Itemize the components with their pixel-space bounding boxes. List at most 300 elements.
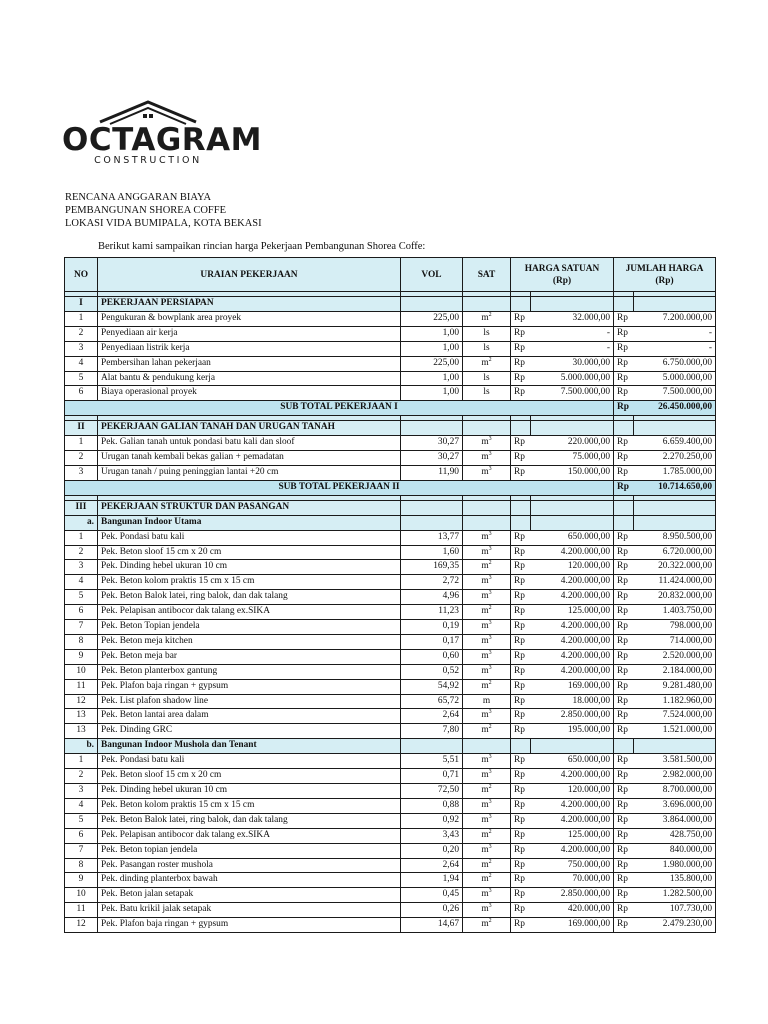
item-volume: 2,72 xyxy=(401,575,463,590)
item-number: 13 xyxy=(65,709,98,724)
item-volume: 0,92 xyxy=(401,813,463,828)
item-volume: 169,35 xyxy=(401,560,463,575)
item-unit-price: 120.000,00 xyxy=(531,784,614,799)
unit-text: m xyxy=(481,799,489,810)
table-row xyxy=(65,828,716,843)
item-unit-price: 650.000,00 xyxy=(531,530,614,545)
table-row xyxy=(65,605,716,620)
item-number: 3 xyxy=(65,560,98,575)
item-unit-price: 169.000,00 xyxy=(531,679,614,694)
unit-text: m xyxy=(481,576,489,587)
unit-text: m xyxy=(482,695,491,706)
table-row xyxy=(65,858,716,873)
currency-symbol: Rp xyxy=(614,649,634,664)
item-unit xyxy=(463,828,511,843)
currency-symbol: Rp xyxy=(614,371,634,386)
unit-exponent: 3 xyxy=(488,754,492,761)
item-unit-price: 4.200.000,00 xyxy=(531,769,614,784)
item-unit xyxy=(463,575,511,590)
intro-text: Berikut kami sampaikan rincian harga Pekerjaan Pembangunan Shorea Coffe: xyxy=(98,241,426,252)
item-unit-price: 4.200.000,00 xyxy=(531,813,614,828)
heading-line-3: LOKASI VIDA BUMIPALA, KOTA BEKASI xyxy=(65,218,262,229)
table-row xyxy=(65,918,716,933)
item-total: 6.750.000,00 xyxy=(634,356,716,371)
currency-symbol: Rp xyxy=(614,664,634,679)
item-description: Pembersihan lahan pekerjaan xyxy=(98,356,401,371)
empty-cell xyxy=(634,515,716,530)
currency-symbol: Rp xyxy=(614,480,634,495)
item-total: 11.424.000,00 xyxy=(634,575,716,590)
currency-symbol: Rp xyxy=(511,634,531,649)
item-volume: 11,90 xyxy=(401,465,463,480)
currency-symbol: Rp xyxy=(614,724,634,739)
unit-text: m xyxy=(481,466,489,477)
item-volume: 0,88 xyxy=(401,798,463,813)
table-row xyxy=(65,386,716,401)
item-unit xyxy=(463,694,511,709)
item-volume: 0,19 xyxy=(401,620,463,635)
table-row xyxy=(65,530,716,545)
item-total: 2.479.230,00 xyxy=(634,918,716,933)
item-unit xyxy=(463,341,511,356)
currency-symbol: Rp xyxy=(511,620,531,635)
item-unit-price: 125.000,00 xyxy=(531,605,614,620)
table-row xyxy=(65,679,716,694)
item-total: 3.696.000,00 xyxy=(634,798,716,813)
item-volume: 225,00 xyxy=(401,311,463,326)
row-number: I xyxy=(65,297,98,312)
unit-text: m xyxy=(481,829,489,840)
unit-exponent: 2 xyxy=(488,873,492,880)
currency-symbol: Rp xyxy=(511,465,531,480)
unit-text: m xyxy=(481,874,489,885)
item-total: 135.800,00 xyxy=(634,873,716,888)
unit-text: m xyxy=(481,814,489,825)
company-logo xyxy=(62,100,262,170)
item-unit xyxy=(463,754,511,769)
item-volume: 4,96 xyxy=(401,590,463,605)
item-volume: 1,00 xyxy=(401,341,463,356)
subtotal-row xyxy=(65,480,716,495)
item-unit xyxy=(463,798,511,813)
unit-exponent: 2 xyxy=(488,783,492,790)
item-number: 4 xyxy=(65,575,98,590)
unit-exponent: 2 xyxy=(488,724,492,731)
currency-symbol: Rp xyxy=(511,560,531,575)
empty-cell xyxy=(401,739,463,754)
currency-symbol: Rp xyxy=(511,545,531,560)
item-number: 8 xyxy=(65,858,98,873)
unit-text: m xyxy=(481,635,489,646)
item-volume: 1,00 xyxy=(401,386,463,401)
item-description: Pek. Beton Topian jendela xyxy=(98,620,401,635)
item-total: 2.270.250,00 xyxy=(634,451,716,466)
empty-cell xyxy=(614,297,634,312)
item-unit xyxy=(463,465,511,480)
currency-symbol: Rp xyxy=(614,311,634,326)
currency-symbol: Rp xyxy=(511,694,531,709)
item-total: 6.720.000,00 xyxy=(634,545,716,560)
item-volume: 0,20 xyxy=(401,843,463,858)
item-unit xyxy=(463,784,511,799)
unit-text: m xyxy=(481,755,489,766)
item-number: 2 xyxy=(65,545,98,560)
item-description: Pek. dinding planterbox bawah xyxy=(98,873,401,888)
empty-cell xyxy=(463,297,511,312)
item-number: 1 xyxy=(65,530,98,545)
item-unit-price: 75.000,00 xyxy=(531,451,614,466)
item-number: 6 xyxy=(65,828,98,843)
item-description: Urugan tanah kembali bekas galian + pemadatan xyxy=(98,451,401,466)
currency-symbol: Rp xyxy=(614,401,634,416)
item-volume: 14,67 xyxy=(401,918,463,933)
currency-symbol: Rp xyxy=(511,888,531,903)
unit-exponent: 2 xyxy=(488,918,492,925)
heading-line-1: RENCANA ANGGARAN BIAYA xyxy=(65,192,212,203)
currency-symbol: Rp xyxy=(511,798,531,813)
section-header-row xyxy=(65,500,716,515)
item-total: 5.000.000,00 xyxy=(634,371,716,386)
unit-text: m xyxy=(481,680,489,691)
item-unit xyxy=(463,590,511,605)
item-unit-price: 4.200.000,00 xyxy=(531,843,614,858)
item-volume: 3,43 xyxy=(401,828,463,843)
unit-exponent: 2 xyxy=(488,679,492,686)
unit-text: ls xyxy=(483,327,490,338)
item-number: 13 xyxy=(65,724,98,739)
item-unit xyxy=(463,451,511,466)
currency-symbol: Rp xyxy=(511,311,531,326)
item-volume: 30,27 xyxy=(401,436,463,451)
empty-cell xyxy=(511,421,531,436)
item-volume: 54,92 xyxy=(401,679,463,694)
unit-exponent: 3 xyxy=(488,798,492,805)
section-title: PEKERJAAN STRUKTUR DAN PASANGAN xyxy=(98,500,401,515)
row-number: III xyxy=(65,500,98,515)
table-row xyxy=(65,371,716,386)
item-number: 1 xyxy=(65,311,98,326)
item-volume: 0,71 xyxy=(401,769,463,784)
unit-exponent: 2 xyxy=(488,828,492,835)
currency-symbol: Rp xyxy=(614,843,634,858)
table-row xyxy=(65,754,716,769)
table-row xyxy=(65,465,716,480)
item-description: Urugan tanah / puing peninggian lantai +20 cm xyxy=(98,465,401,480)
item-unit-price: - xyxy=(531,341,614,356)
item-volume: 7,80 xyxy=(401,724,463,739)
item-unit-price: 750.000,00 xyxy=(531,858,614,873)
item-unit-price: 4.200.000,00 xyxy=(531,620,614,635)
item-description: Pek. Galian tanah untuk pondasi batu kali dan sloof xyxy=(98,436,401,451)
currency-symbol: Rp xyxy=(614,813,634,828)
unit-exponent: 3 xyxy=(488,619,492,626)
unit-text: m xyxy=(481,844,489,855)
table-row xyxy=(65,436,716,451)
currency-symbol: Rp xyxy=(614,784,634,799)
item-number: 3 xyxy=(65,784,98,799)
item-volume: 2,64 xyxy=(401,709,463,724)
item-total: 1.282.500,00 xyxy=(634,888,716,903)
item-number: 9 xyxy=(65,649,98,664)
item-unit-price: 150.000,00 xyxy=(531,465,614,480)
item-unit xyxy=(463,679,511,694)
currency-symbol: Rp xyxy=(511,858,531,873)
unit-text: m xyxy=(481,710,489,721)
subsection-title: Bangunan Indoor Mushola dan Tenant xyxy=(98,739,401,754)
empty-cell xyxy=(531,297,614,312)
currency-symbol: Rp xyxy=(614,575,634,590)
item-number: 4 xyxy=(65,356,98,371)
empty-cell xyxy=(463,739,511,754)
currency-symbol: Rp xyxy=(511,386,531,401)
currency-symbol: Rp xyxy=(511,341,531,356)
item-total: 2.982.000,00 xyxy=(634,769,716,784)
table-row xyxy=(65,560,716,575)
table-row xyxy=(65,784,716,799)
item-description: Pek. Batu krikil jalak setapak xyxy=(98,903,401,918)
empty-cell xyxy=(463,500,511,515)
item-volume: 5,51 xyxy=(401,754,463,769)
item-total: 1.521.000,00 xyxy=(634,724,716,739)
empty-cell xyxy=(401,421,463,436)
currency-symbol: Rp xyxy=(511,664,531,679)
item-description: Pek. Beton kolom praktis 15 cm x 15 cm xyxy=(98,575,401,590)
currency-symbol: Rp xyxy=(614,918,634,933)
item-description: Biaya operasional proyek xyxy=(98,386,401,401)
item-unit-price: - xyxy=(531,326,614,341)
item-unit xyxy=(463,888,511,903)
item-description: Pek. Pondasi batu kali xyxy=(98,754,401,769)
unit-text: m xyxy=(481,312,489,323)
item-unit-price: 220.000,00 xyxy=(531,436,614,451)
item-unit xyxy=(463,873,511,888)
item-total: 1.785.000,00 xyxy=(634,465,716,480)
item-volume: 1,60 xyxy=(401,545,463,560)
currency-symbol: Rp xyxy=(614,694,634,709)
item-number: 1 xyxy=(65,754,98,769)
item-volume: 13,77 xyxy=(401,530,463,545)
item-unit xyxy=(463,769,511,784)
col-header-uraian: URAIAN PEKERJAAN xyxy=(98,258,401,292)
item-unit-price: 18.000,00 xyxy=(531,694,614,709)
currency-symbol: Rp xyxy=(614,326,634,341)
table-row xyxy=(65,590,716,605)
table-row xyxy=(65,813,716,828)
unit-exponent: 3 xyxy=(488,709,492,716)
item-unit xyxy=(463,311,511,326)
budget-table xyxy=(64,257,716,933)
table-row xyxy=(65,634,716,649)
item-unit xyxy=(463,918,511,933)
empty-cell xyxy=(531,739,614,754)
item-unit xyxy=(463,371,511,386)
item-description: Pek. Beton kolom praktis 15 cm x 15 cm xyxy=(98,798,401,813)
item-unit xyxy=(463,858,511,873)
item-number: 11 xyxy=(65,903,98,918)
item-unit-price: 125.000,00 xyxy=(531,828,614,843)
item-unit-price: 4.200.000,00 xyxy=(531,798,614,813)
col-header-no: NO xyxy=(65,258,98,292)
unit-exponent: 3 xyxy=(488,590,492,597)
currency-symbol: Rp xyxy=(511,679,531,694)
currency-symbol: Rp xyxy=(614,545,634,560)
item-total: 1.403.750,00 xyxy=(634,605,716,620)
unit-text: m xyxy=(481,546,489,557)
item-total: 798.000,00 xyxy=(634,620,716,635)
item-unit xyxy=(463,620,511,635)
currency-symbol: Rp xyxy=(614,903,634,918)
unit-text: m xyxy=(481,904,489,915)
empty-cell xyxy=(614,515,634,530)
currency-symbol: Rp xyxy=(511,709,531,724)
unit-exponent: 3 xyxy=(488,903,492,910)
empty-cell xyxy=(634,297,716,312)
item-volume: 1,00 xyxy=(401,326,463,341)
currency-symbol: Rp xyxy=(614,769,634,784)
item-unit-price: 30.000,00 xyxy=(531,356,614,371)
unit-exponent: 3 xyxy=(488,575,492,582)
table-row xyxy=(65,356,716,371)
item-total: 840.000,00 xyxy=(634,843,716,858)
unit-exponent: 3 xyxy=(488,813,492,820)
item-number: 2 xyxy=(65,326,98,341)
subtotal-amount: 26.450.000,00 xyxy=(634,401,716,416)
table-body xyxy=(65,292,716,933)
unit-exponent: 3 xyxy=(488,649,492,656)
item-total: 3.864.000,00 xyxy=(634,813,716,828)
item-unit xyxy=(463,709,511,724)
item-number: 1 xyxy=(65,436,98,451)
item-number: 11 xyxy=(65,679,98,694)
empty-cell xyxy=(463,421,511,436)
section-header-row xyxy=(65,297,716,312)
unit-text: m xyxy=(481,889,489,900)
currency-symbol: Rp xyxy=(511,828,531,843)
unit-text: m xyxy=(481,859,489,870)
currency-symbol: Rp xyxy=(511,754,531,769)
item-unit xyxy=(463,386,511,401)
unit-text: m xyxy=(481,725,489,736)
currency-symbol: Rp xyxy=(511,590,531,605)
col-header-vol: VOL xyxy=(401,258,463,292)
item-volume: 0,17 xyxy=(401,634,463,649)
currency-symbol: Rp xyxy=(511,451,531,466)
currency-symbol: Rp xyxy=(614,605,634,620)
currency-symbol: Rp xyxy=(614,679,634,694)
subtotal-amount: 10.714.650,00 xyxy=(634,480,716,495)
empty-cell xyxy=(614,421,634,436)
item-volume: 225,00 xyxy=(401,356,463,371)
item-number: 7 xyxy=(65,843,98,858)
unit-exponent: 2 xyxy=(488,560,492,567)
table-row xyxy=(65,545,716,560)
empty-cell xyxy=(634,500,716,515)
item-description: Pek. Plafon baja ringan + gypsum xyxy=(98,679,401,694)
currency-symbol: Rp xyxy=(614,888,634,903)
unit-exponent: 3 xyxy=(488,664,492,671)
item-description: Pek. Beton Balok latei, ring balok, dan dak talang xyxy=(98,590,401,605)
empty-cell xyxy=(531,421,614,436)
item-number: 2 xyxy=(65,451,98,466)
empty-cell xyxy=(511,515,531,530)
unit-exponent: 3 xyxy=(488,768,492,775)
currency-symbol: Rp xyxy=(614,436,634,451)
item-unit-price: 4.200.000,00 xyxy=(531,575,614,590)
item-number: 9 xyxy=(65,873,98,888)
item-unit-price: 169.000,00 xyxy=(531,918,614,933)
item-total: 20.322.000,00 xyxy=(634,560,716,575)
currency-symbol: Rp xyxy=(511,769,531,784)
currency-symbol: Rp xyxy=(614,798,634,813)
item-description: Pek. Beton Balok latei, ring balok, dan dak talang xyxy=(98,813,401,828)
item-unit xyxy=(463,605,511,620)
col-header-harga-satuan: HARGA SATUAN (Rp) xyxy=(511,258,614,292)
unit-text: m xyxy=(481,919,489,930)
item-volume: 65,72 xyxy=(401,694,463,709)
item-unit-price: 4.200.000,00 xyxy=(531,590,614,605)
item-total: 9.281.480,00 xyxy=(634,679,716,694)
item-description: Pek. Beton topian jendela xyxy=(98,843,401,858)
item-description: Pek. Dinding hebel ukuran 10 cm xyxy=(98,560,401,575)
item-number: 6 xyxy=(65,386,98,401)
unit-exponent: 3 xyxy=(488,545,492,552)
item-number: 3 xyxy=(65,341,98,356)
unit-exponent: 2 xyxy=(488,605,492,611)
unit-text: m xyxy=(481,561,489,572)
empty-cell xyxy=(401,297,463,312)
currency-symbol: Rp xyxy=(511,918,531,933)
section-title: PEKERJAAN PERSIAPAN xyxy=(98,297,401,312)
heading-line-2: PEMBANGUNAN SHOREA COFFE xyxy=(65,205,227,216)
section-header-row xyxy=(65,421,716,436)
item-number: 5 xyxy=(65,590,98,605)
item-unit-price: 4.200.000,00 xyxy=(531,545,614,560)
item-unit-price: 650.000,00 xyxy=(531,754,614,769)
unit-exponent: 3 xyxy=(488,465,492,472)
item-number: 12 xyxy=(65,918,98,933)
item-unit-price: 195.000,00 xyxy=(531,724,614,739)
item-volume: 72,50 xyxy=(401,784,463,799)
unit-exponent: 2 xyxy=(488,311,492,318)
item-volume: 0,45 xyxy=(401,888,463,903)
empty-cell xyxy=(634,421,716,436)
currency-symbol: Rp xyxy=(511,649,531,664)
item-number: 8 xyxy=(65,634,98,649)
item-unit-price: 4.200.000,00 xyxy=(531,649,614,664)
empty-cell xyxy=(634,739,716,754)
currency-symbol: Rp xyxy=(511,530,531,545)
item-unit xyxy=(463,326,511,341)
currency-symbol: Rp xyxy=(511,575,531,590)
item-description: Pek. Pelapisan antibocor dak talang ex.SIKA xyxy=(98,605,401,620)
empty-cell xyxy=(401,515,463,530)
unit-text: ls xyxy=(483,372,490,383)
item-unit xyxy=(463,903,511,918)
item-total: 714.000,00 xyxy=(634,634,716,649)
item-total: 7.200.000,00 xyxy=(634,311,716,326)
empty-cell xyxy=(511,500,531,515)
empty-cell xyxy=(614,739,634,754)
table-row xyxy=(65,620,716,635)
currency-symbol: Rp xyxy=(614,634,634,649)
unit-text: m xyxy=(481,531,489,542)
unit-exponent: 2 xyxy=(488,858,492,865)
currency-symbol: Rp xyxy=(511,843,531,858)
unit-text: m xyxy=(481,665,489,676)
subsection-title: Bangunan Indoor Utama xyxy=(98,515,401,530)
item-total: 7.500.000,00 xyxy=(634,386,716,401)
currency-symbol: Rp xyxy=(511,873,531,888)
